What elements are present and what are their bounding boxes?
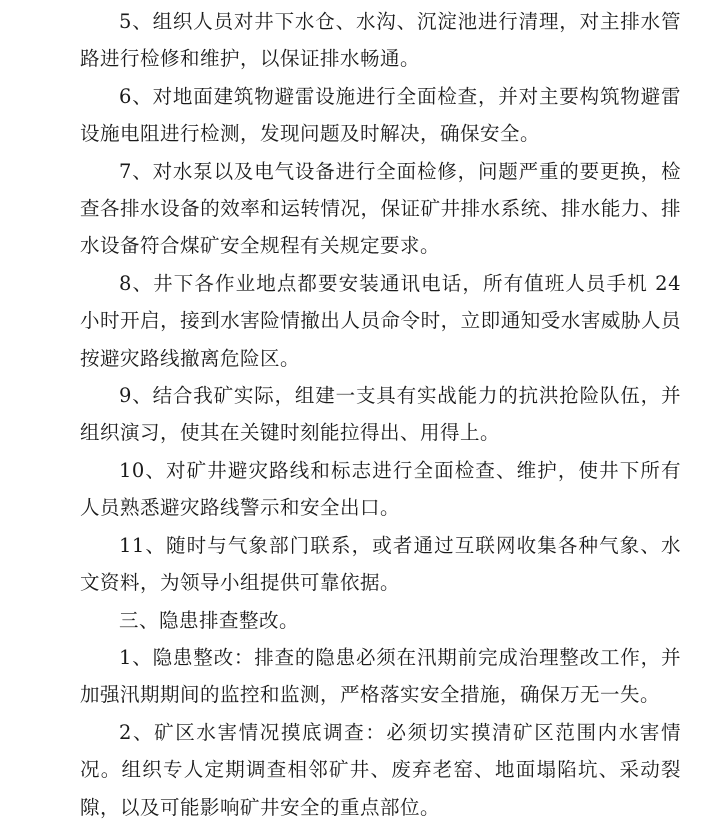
paragraph-item-8: 8、井下各作业地点都要安装通讯电话，所有值班人员手机 24 小时开启，接到水害险情撤出人员命令时，立即通知受水害威胁人员按避灾路线撤离危险区。: [80, 271, 681, 370]
paragraph-item-6: 6、对地面建筑物避雷设施进行全面检查，并对主要构筑物避雷设施电阻进行检测，发现问题及时解决，确保安全。: [80, 84, 681, 146]
paragraph-item-11: 11、随时与气象部门联系，或者通过互联网收集各种气象、水文资料，为领导小组提供可靠依据。: [80, 533, 681, 595]
paragraph-hazard-2: 2、矿区水害情况摸底调查：必须切实摸清矿区范围内水害情况。组织专人定期调查相邻矿井、废弃老窑、地面塌陷坑、采动裂隙，以及可能影响矿井安全的重点部位。: [80, 720, 681, 819]
section-heading-hazard-rectification: 三、隐患排查整改。: [119, 608, 300, 632]
paragraph-item-5: 5、组织人员对井下水仓、水沟、沉淀池进行清理，对主排水管路进行检修和维护，以保证排水畅通。: [80, 10, 681, 71]
paragraph-item-9: 9、结合我矿实际，组建一支具有实战能力的抗洪抢险队伍，并组织演习，使其在关键时刻能拉得出、用得上。: [80, 384, 681, 445]
paragraph-item-10: 10、对矿井避灾路线和标志进行全面检查、维护，使井下所有人员熟悉避灾路线警示和安全出口。: [80, 458, 681, 520]
paragraph-hazard-1: 1、隐患整改：排查的隐患必须在汛期前完成治理整改工作，并加强汛期期间的监控和监测，严格落实安全措施，确保万无一失。: [80, 645, 681, 707]
paragraph-item-7: 7、对水泵以及电气设备进行全面检修，问题严重的要更换，检查各排水设备的效率和运转情况，保证矿井排水系统、排水能力、排水设备符合煤矿安全规程有关规定要求。: [80, 159, 681, 258]
